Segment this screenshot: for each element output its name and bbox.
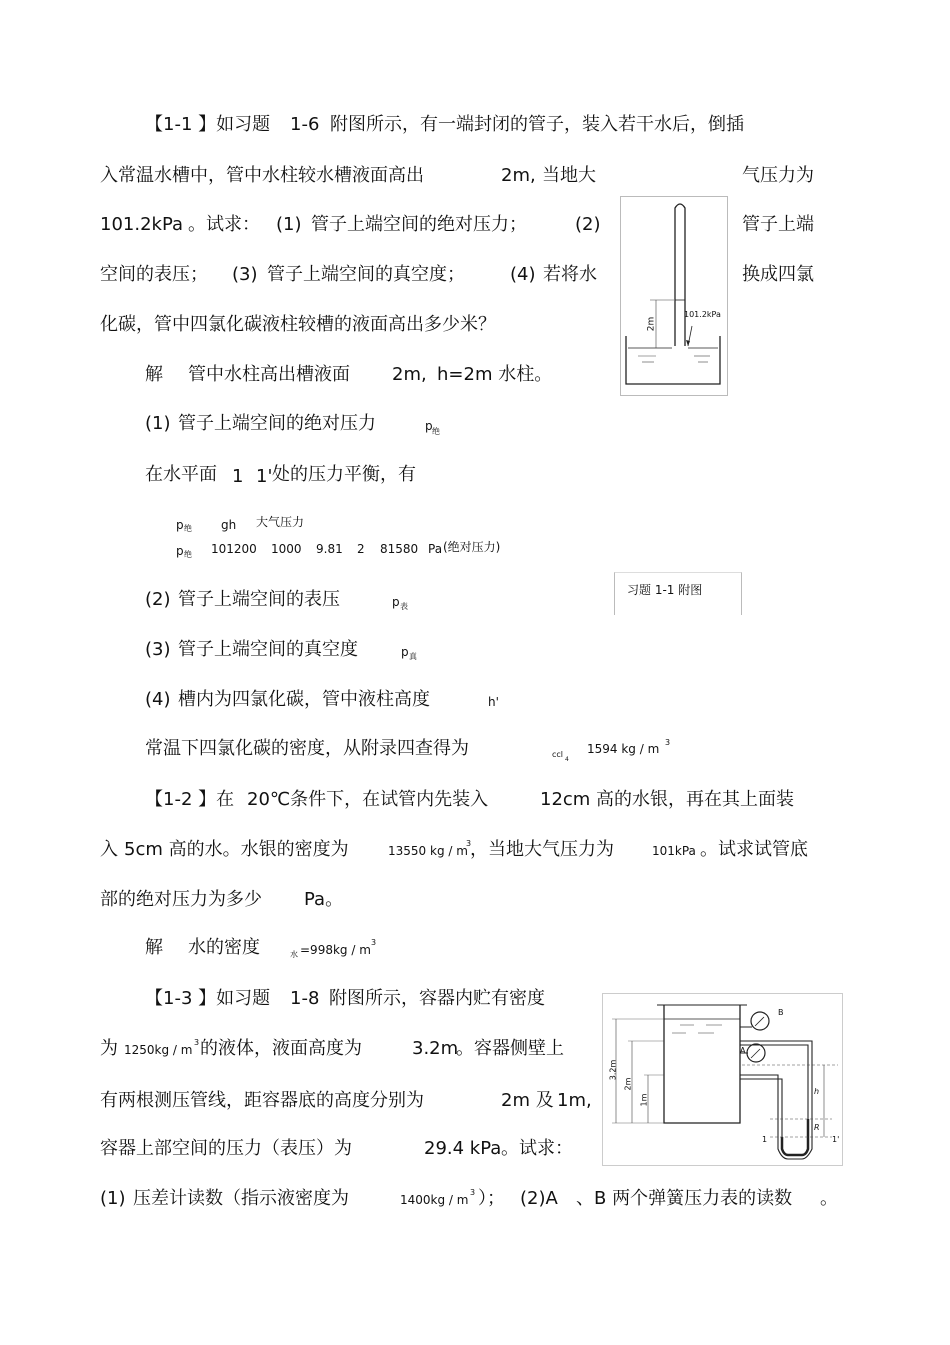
p2-text: 5cm 高的水。水银的密度为 [124, 839, 349, 860]
p2-text: 【1-2 】在 [145, 789, 235, 810]
p1-text: 入常温水槽中，管中水柱较水槽液面高出 [100, 165, 424, 186]
p2-text: 入 [100, 839, 118, 860]
p1-subscript: 4 [565, 756, 569, 763]
p1-text: 附图所示，有一端封闭的管子，装入若干水后，倒插 [330, 114, 744, 135]
p2-text: 101kPa [652, 844, 696, 858]
p3-text: 1250kg / m [124, 1043, 193, 1057]
p1-subscript: 真 [409, 652, 417, 661]
p1-subscript: 绝 [432, 427, 440, 436]
p3-text: 压差计读数（指示液密度为 [133, 1188, 349, 1209]
p1-text: 101.2kPa [100, 214, 184, 235]
p2-text: ，当地大气压力为 [470, 839, 614, 860]
p3-text: 1m, [557, 1090, 592, 1111]
p1-text: 管子上端空间的真空度； [267, 264, 465, 285]
p1-text: (1) [145, 413, 171, 434]
p3-text: 3.2m [412, 1038, 459, 1059]
p1-superscript: 3 [665, 738, 671, 747]
p1-text: 2m, [392, 364, 427, 385]
p1-text: 常温下四氯化碳的密度，从附录四查得为 [145, 738, 469, 759]
p1-text: 槽内为四氯化碳，管中液柱高度 [178, 689, 430, 710]
p2-text: 水的密度 [188, 937, 260, 958]
p1-text: (1) [276, 214, 302, 235]
p1-text: 管子上端空间的真空度 [178, 639, 358, 660]
fig-label-h: h [814, 1087, 820, 1096]
p2-text: 12cm 高的水银，再在其上面装 [540, 789, 795, 810]
p3-text: 。容器侧壁上 [456, 1038, 564, 1059]
p3-text: (2)A [520, 1188, 558, 1209]
fig-label-r: R [814, 1123, 820, 1132]
p1-text: 1-6 [290, 114, 320, 135]
eq-symbol: p [176, 544, 184, 558]
p1-text: 管子上端空间的绝对压力； [311, 214, 527, 235]
p3-text: 1-8 [290, 988, 320, 1009]
p1-text: (4) [145, 689, 171, 710]
p1-text: 解 [145, 364, 163, 385]
p1-text: 化碳，管中四氯化碳液柱较槽的液面高出多少米？ [100, 314, 496, 335]
p2-text: 解 [145, 937, 163, 958]
p1-text: (2) [145, 589, 171, 610]
p3-text: ）； [478, 1188, 505, 1209]
p1-text: (2) [575, 214, 601, 235]
eq-text: 1000 [271, 542, 302, 556]
eq-subscript: 绝 [184, 550, 192, 559]
fig-label-pressure: 101.2kPa [684, 310, 721, 319]
fig-label-1: 1 [762, 1135, 768, 1144]
p3-superscript: 3 [194, 1038, 200, 1047]
eq-subscript: 绝 [184, 524, 192, 533]
p1-text: 。试求： [188, 214, 260, 235]
p3-text: 容器上部空间的压力（表压）为 [100, 1138, 352, 1159]
p1-text: 管中水柱高出槽液面 [188, 364, 350, 385]
p1-text: 气压力为 [742, 165, 814, 186]
p1-text: (3) [145, 639, 171, 660]
p1-text: 管子上端 [742, 214, 814, 235]
p1-text: 当地大 [542, 165, 596, 186]
p2-text: Pa。 [304, 889, 344, 910]
p3-text: 。试求： [501, 1138, 573, 1159]
eq-text: (绝对压力) [443, 540, 501, 554]
eq-text: 101200 [211, 542, 257, 556]
p1-text: (4) [510, 264, 536, 285]
eq-text: 81580 [380, 542, 419, 556]
p1-text: (3) [232, 264, 258, 285]
p3-text: 【1-3 】如习题 [145, 988, 271, 1009]
p2-text: 部的绝对压力为多少 [100, 889, 262, 910]
p3-text: 有两根测压管线，距容器底的高度分别为 [100, 1090, 424, 1111]
p1-symbol: p [401, 645, 409, 659]
p3-text: 附图所示，容器内贮有密度 [329, 988, 545, 1009]
fig-label-2m: 2m [623, 1077, 633, 1091]
p3-text: (1) [100, 1188, 126, 1209]
p1-text: 在水平面 [145, 464, 217, 485]
p3-text: 1400kg / m [400, 1193, 469, 1207]
p2-superscript: 3 [466, 839, 472, 848]
p3-text: 为 [100, 1038, 118, 1059]
p1-text: 空间的表压； [100, 264, 208, 285]
p2-text: 20℃条件下，在试管内先装入 [247, 789, 489, 810]
p3-text: 。 [820, 1188, 838, 1209]
p1-subscript: ccl [552, 750, 564, 759]
eq-text: 大气压力 [256, 515, 305, 529]
figure-caption: 习题 1-1 附图 [627, 583, 703, 597]
fig-label-b: B [778, 1008, 784, 1017]
p1-text: 若将水 [543, 264, 597, 285]
p1-symbol: p [392, 595, 400, 609]
fig-label-1-prime: 1' [832, 1135, 840, 1144]
p1-text: 处的压力平衡，有 [272, 464, 416, 485]
eq-symbol: p [176, 518, 184, 532]
p3-text: 29.4 kPa [424, 1138, 502, 1159]
p1-symbol: p [425, 419, 433, 433]
fig-label-1m: 1m [639, 1093, 649, 1107]
eq-text: Pa [428, 542, 443, 556]
p1-symbol: h' [488, 695, 499, 709]
p2-text: =998kg / m [300, 943, 371, 957]
p2-text: 。试求试管底 [700, 839, 808, 860]
fig-label-2m: 2m [646, 316, 657, 332]
p3-text: 2m 及 [501, 1090, 554, 1111]
p3-text: 的液体，液面高度为 [200, 1038, 362, 1059]
p3-superscript: 3 [470, 1188, 476, 1197]
figure-1-3 [602, 993, 843, 1166]
p2-text: 13550 kg / m [388, 844, 468, 858]
p1-text: 1 [232, 466, 244, 487]
p3-text: 、B 两个弹簧压力表的读数 [576, 1188, 793, 1209]
p1-text: 2m, [501, 165, 536, 186]
p1-text: 1594 kg / m [587, 742, 660, 756]
fig-label-a: A [740, 1046, 746, 1055]
p2-superscript: 3 [371, 938, 377, 947]
eq-text: gh [221, 518, 237, 532]
p1-text: 管子上端空间的表压 [178, 589, 340, 610]
p1-text: 1' [256, 466, 273, 487]
p1-text: 管子上端空间的绝对压力 [178, 413, 376, 434]
p1-subscript: 表 [400, 602, 408, 611]
eq-text: 9.81 [316, 542, 343, 556]
p1-text: 换成四氯 [742, 264, 814, 285]
figure-1-1 [620, 196, 728, 396]
figure-1-1-caption-box [614, 572, 742, 615]
p1-text: h=2m 水柱。 [437, 364, 553, 385]
fig-label-3-2m: 3.2m [608, 1059, 618, 1081]
p2-subscript: 水 [290, 950, 298, 959]
p1-text: 【1-1 】如习题 [145, 114, 271, 135]
eq-text: 2 [357, 542, 365, 556]
